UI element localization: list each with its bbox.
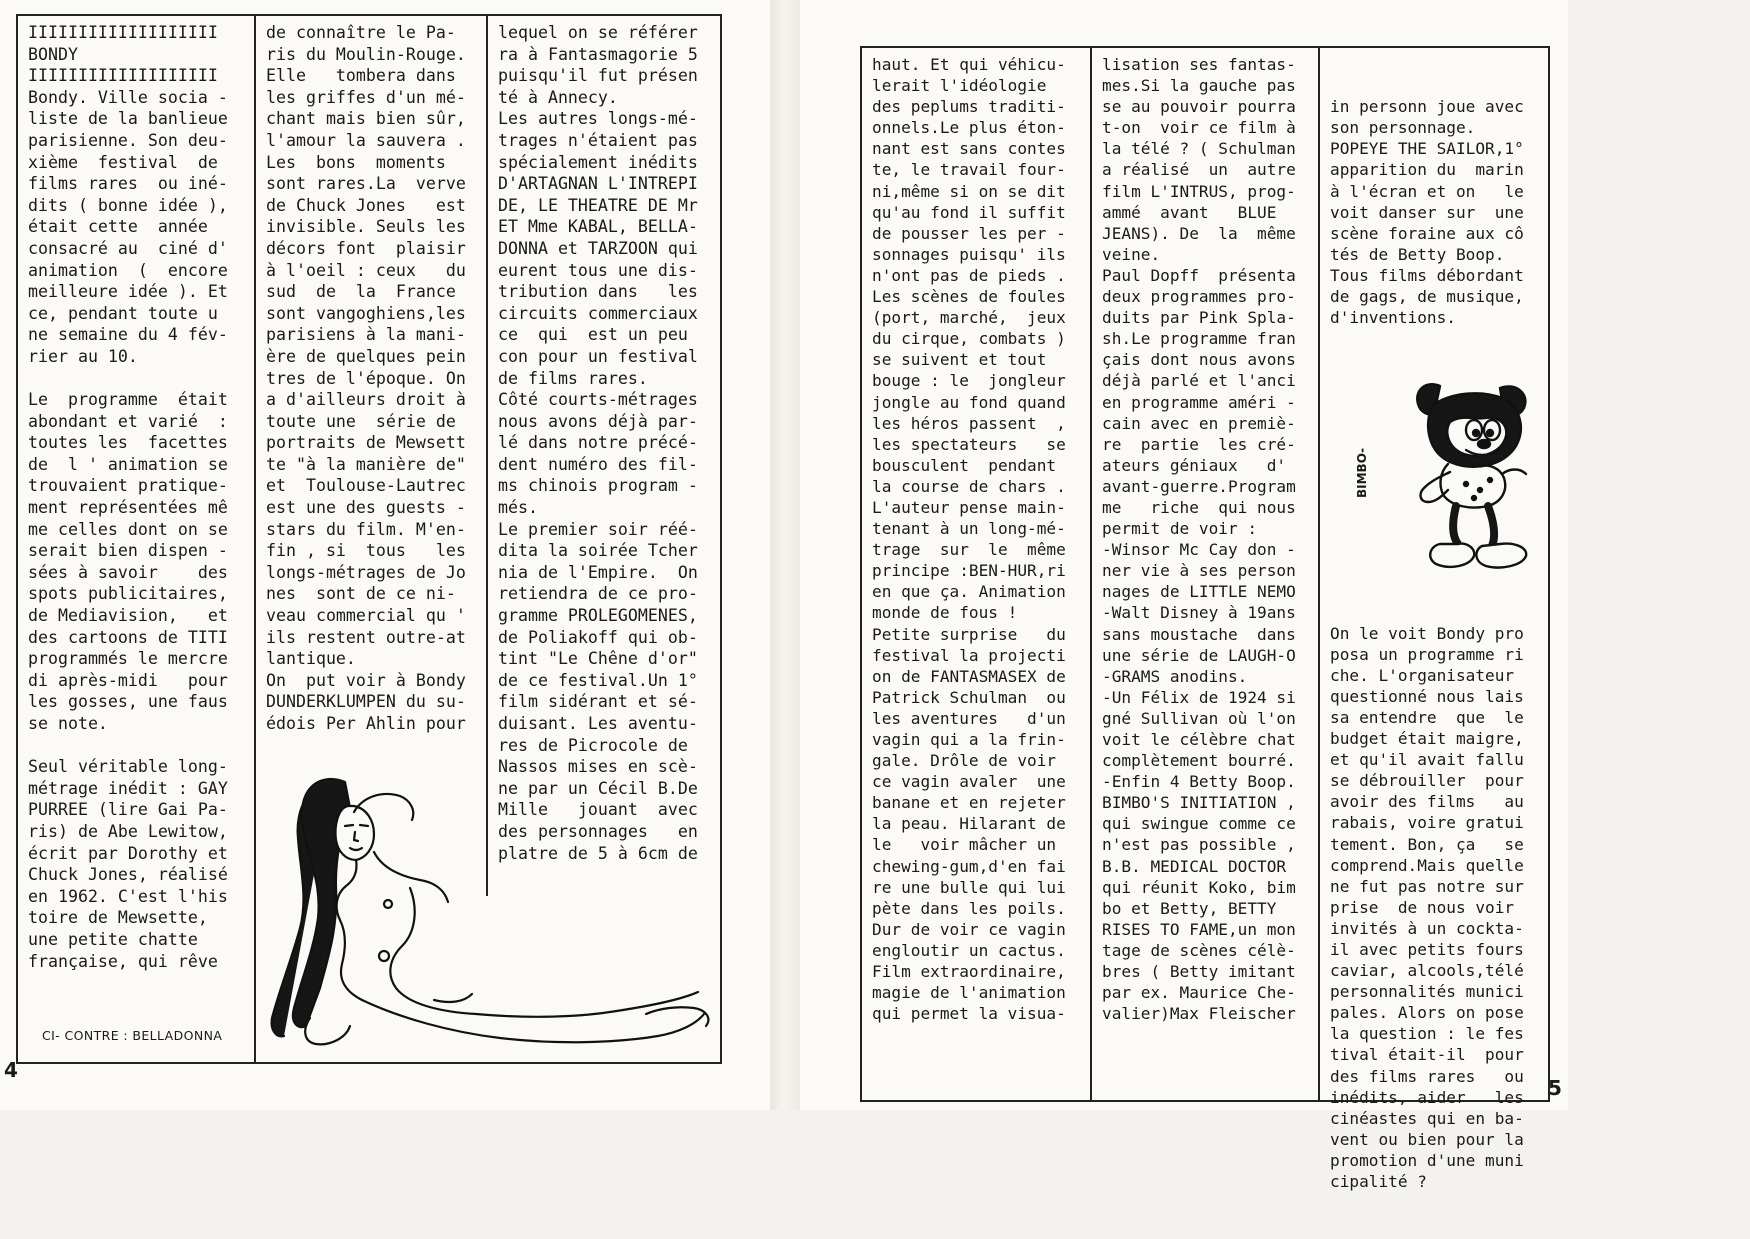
illustration-caption: CI- CONTRE : BELLADONNA (42, 1028, 223, 1043)
right-column-3-bottom: On le voit Bondy pro posa un programme ri che. L'organisateur questionné nous lais sa entendre que le budget était maigre, et qu'il avait fallu se débrouiller pour avoir des films au rabais, voire gratui tement. Bon, ça se comprend.Mais quelle ne fut pas notre sur prise de nous voir invités à un cockta- il avec petits fours caviar, alcools,télé personnalités munici pales. Alors on pose la question : le fes tival était-il pour des films rares ou inédits, aider les cinéastes qui en ba- vent ou bien pour la promotion d'une muni cipalité ? (1330, 623, 1524, 1192)
left-page-frame (16, 14, 722, 1064)
bimbo-illustration-label: BIMBO- (1355, 448, 1369, 499)
right-column-3 (1318, 48, 1548, 1192)
right-column-2: lisation ses fantas- mes.Si la gauche pas se au pouvoir pourra t-on voir ce film à la télé ? ( Schulman a réalisé un autre film L'INTRUS, prog- ammé avant BLUE JEANS). De la même veine. Paul Dopff présenta deux programmes pro- duits par Pink Spla- sh.Le programme fran çais dont nous avons déjà parlé et l'anci en programme améri - cain avec en premiè- re partie les cré- ateurs géniaux d' avant-guerre.Program me riche qui nous permit de voir : -Winsor Mc Cay don - ner vie à ses person nages de LITTLE NEMO -Walt Disney à 19ans sans moustache dans une série de LAUGH-O -GRAMS anodins. -Un Félix de 1924 si gné Sullivan où l'on voit le célèbre chat complètement bourré. -Enfin 4 Betty Boop. BIMBO'S INITIATION , qui swingue comme ce n'est pas possible , B.B. MEDICAL DOCTOR qui réunit Koko, bim bo et Betty, BETTY RISES TO FAME,un mon tage de scènes célè- bres ( Betty imitant par ex. Maurice Che- valier)Max Fleischer (1090, 48, 1318, 1100)
reclining-woman-drawing-icon (250, 768, 720, 1058)
right-column-1: haut. Et qui véhicu- lerait l'idéologie des peplums traditi- onnels.Le plus éton- nant est sans contes te, le travail four- ni,même si on se dit qu'au fond il suffit de pousser les per - sonnages puisqu' ils n'ont pas de pieds . Les scènes de foules (port, marché, jeux du cirque, combats ) se suivent et tout bouge : le jongleur jongle au fond quand les héros passent , les spectateurs se bousculent pendant la course de chars . L'auteur pense main- tenant à un long-mé- trage sur le même principe :BEN-HUR,ri en que ça. Animation monde de fous ! Petite surprise du festival la projecti on de FANTASMASEX de Patrick Schulman ou les aventures d'un vagin qui a la frin- gale. Drôle de voir ce vagin avaler une banane et en rejeter la peau. Hilarant de le voir mâcher un chewing-gum,d'en fai re une bulle qui lui pète dans les poils. Dur de voir ce vagin engloutir un cactus. Film extraordinaire, magie de l'animation qui permet la visua- (872, 55, 1066, 1024)
left-column-1: IIIIIIIIIIIIIIIIIII BONDY IIIIIIIIIIIIIIIIIII Bondy. Ville socia - liste de la banlieue parisienne. Son deu- xième festival de films rares ou iné- dits ( bonne idée ), était cette année consacré au ciné d' animation ( encore meilleure idée ). Et ce, pendant toute u ne semaine du 4 fév- rier au 10. Le programme était abondant et varié : toutes les facettes de l ' animation se trouvaient pratique- ment représentées mê me celles dont on se serait bien dispen - sées à savoir des spots publicitaires, de Mediavision, et des cartoons de TITI programmés le mercre di après-midi pour les gosses, une faus se note. Seul véritable long- métrage inédit : GAY PURREE (lire Gai Pa- ris) de Abe Lewitow, écrit par Dorothy et Chuck Jones, réalisé en 1962. C'est l'his toire de Mewsette, une petite chatte française, qui rêve (28, 23, 228, 971)
left-column-2: de connaître le Pa- ris du Moulin-Rouge. Elle tombera dans les griffes d'un mé- chant mais bien sûr, l'amour la sauvera . Les bons moments sont rares.La verve de Chuck Jones est invisible. Seuls les décors font plaisir à l'oeil : ceux du sud de la France sont vangoghiens,les parisiens à la mani- ère de quelques pein tres de l'époque. On a d'ailleurs droit à toute une série de portraits de Mewsett te "à la manière de" et Toulouse-Lautrec est une des guests - stars du film. M'en- fin , si tous les longs-métrages de Jo nes sont de ce ni- veau commercial qu ' ils restent outre-at lantique. On put voir à Bondy DUNDERKLUMPEN du su- édois Per Ahlin pour (254, 16, 486, 1062)
book-gutter (770, 0, 800, 1110)
page-number-left: 4 (4, 1058, 18, 1082)
page-number-right: 5 (1548, 1076, 1562, 1100)
right-page-frame (860, 46, 1550, 1192)
bimbo-cartoon-dog-icon (1370, 376, 1550, 576)
left-column-3: lequel on se référer ra à Fantasmagorie 5 puisqu'il fut présen té à Annecy. Les autres longs-mé- trages n'étaient pas spécialement inédits D'ARTAGNAN L'INTREPI DE, LE THEATRE DE Mr ET Mme KABAL, BELLA- DONNA et TARZOON qui eurent tous une dis- tribution dans les circuits commerciaux ce qui est un peu con pour un festival de films rares. Côté courts-métrages nous avons déjà par- lé dans notre précé- dent numéro des fil- ms chinois program - més. Le premier soir réé- dita la soirée Tcher nia de l'Empire. On retiendra de ce pro- gramme PROLEGOMENES, de Poliakoff qui ob- tint "Le Chêne d'or" de ce festival.Un 1° film sidérant et sé- duisant. Les aventu- res de Picrocole de Nassos mises en scè- ne par un Cécil B.De Mille jouant avec des personnages en platre de 5 à 6cm de (486, 16, 720, 1062)
left-page (0, 0, 770, 1110)
bimbo-illustration-area (1330, 370, 1540, 580)
right-column-3-top: in personn joue avec son personnage. POPEYE THE SAILOR,1° apparition du marin à l'écran et on le voit danser sur une scène foraine aux cô tés de Betty Boop. Tous films débordant de gags, de musique, d'inventions. (1330, 97, 1524, 328)
right-page (800, 0, 1568, 1192)
